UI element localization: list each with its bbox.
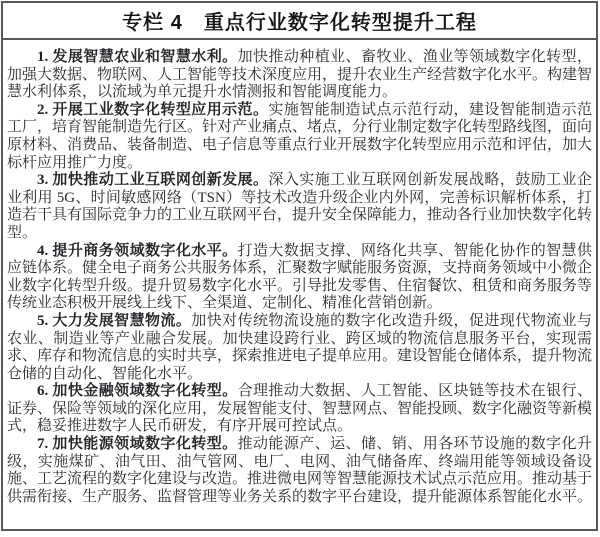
paragraph-4 — [7, 243, 592, 313]
paragraph-5-lead: 5. 大力发展智慧物流。 — [37, 312, 192, 329]
paragraph-3-lead: 3. 加快推动工业互联网创新发展。 — [37, 172, 269, 189]
paragraph-3 — [7, 172, 592, 242]
paragraph-7-lead: 7. 加快能源领域数字化转型。 — [37, 436, 238, 453]
box-title: 专栏 4 重点行业数字化转型提升工程 — [122, 12, 477, 34]
paragraph-1 — [7, 49, 592, 102]
paragraph-2 — [7, 102, 592, 172]
paragraph-2-text: 实施智能制造试点示范行动，建设智能制造示范工厂，培育智能制造先行区。针对产业痛点、堵点，分行业制定数字化转型路线图，面向原材料、消费品、装备制造、电子信息等重点行业开展数字化转型应用示范和评估，加大标杆应用推广力度。 — [7, 101, 593, 171]
paragraph-5-text: 加快对传统物流设施的数字化改造升级，促进现代物流业与农业、制造业等产业融合发展。加快建设跨行业、跨区域的物流信息服务平台，实现需求、库存和物流信息的实时共享，探索推进电子提单应用。建设智能仓储体系，提升物流仓储的自动化、智能化水平。 — [7, 312, 593, 382]
paragraph-7 — [7, 436, 592, 506]
paragraph-2-lead: 2. 开展工业数字化转型应用示范。 — [37, 101, 269, 118]
paragraph-6-text: 合理推动大数据、人工智能、区块链等技术在银行、证券、保险等领域的深化应用，发展智能支付、智慧网点、智能投顾、数字化融资等新模式，稳妥推进数字人民币研发，有序开展可控试点。 — [7, 383, 593, 435]
box-title-bar — [3, 3, 596, 40]
paragraph-1-lead: 1. 发展智慧农业和智慧水利。 — [37, 49, 238, 65]
paragraph-6 — [7, 383, 592, 436]
paragraph-6-lead: 6. 加快金融领域数字化转型。 — [37, 383, 238, 400]
paragraph-4-lead: 4. 提升商务领域数字化水平。 — [37, 242, 238, 259]
box-body — [3, 40, 596, 506]
paragraph-3-text: 深入实施工业互联网创新发展战略，鼓励工业企业利用 5G、时间敏感网络（TSN）等技术改造升级企业内外网，完善标识解析体系，打造若干具有国际竞争力的工业互联网平台，提升安全保障能力，推动各行业加快数字化转型。 — [7, 172, 593, 241]
paragraph-7-text: 推动能源产、运、储、销、用各环节设施的数字化升级，实施煤矿、油气田、油气管网、电厂、电网、油气储备库、终端用能等领域设备设施、工艺流程的数字化建设与改造。推进微电网等智慧能源技术试点示范应用。推动基于供需衔接、生产服务、监督管理等业务关系的数字平台建设，提升能源体系智能化水平。 — [7, 436, 593, 505]
column-box — [1, 1, 598, 531]
paragraph-1-text: 加快推动种植业、畜牧业、渔业等领域数字化转型，加强大数据、物联网、人工智能等技术深度应用，提升农业生产经营数字化水平。构建智慧水利体系，以流域为单元提升水情测报和智能调度能力。 — [7, 49, 593, 101]
paragraph-5 — [7, 313, 592, 383]
paragraph-4-text: 打造大数据支撑、网络化共享、智能化协作的智慧供应链体系。健全电子商务公共服务体系，汇聚数字赋能服务资源，支持商务领域中小微企业数字化转型升级。提升贸易数字化水平。引导批发零售、住宿餐饮、租赁和商务服务等传统业态积极开展线上线下、全渠道、定制化、精准化营销创新。 — [7, 242, 593, 312]
